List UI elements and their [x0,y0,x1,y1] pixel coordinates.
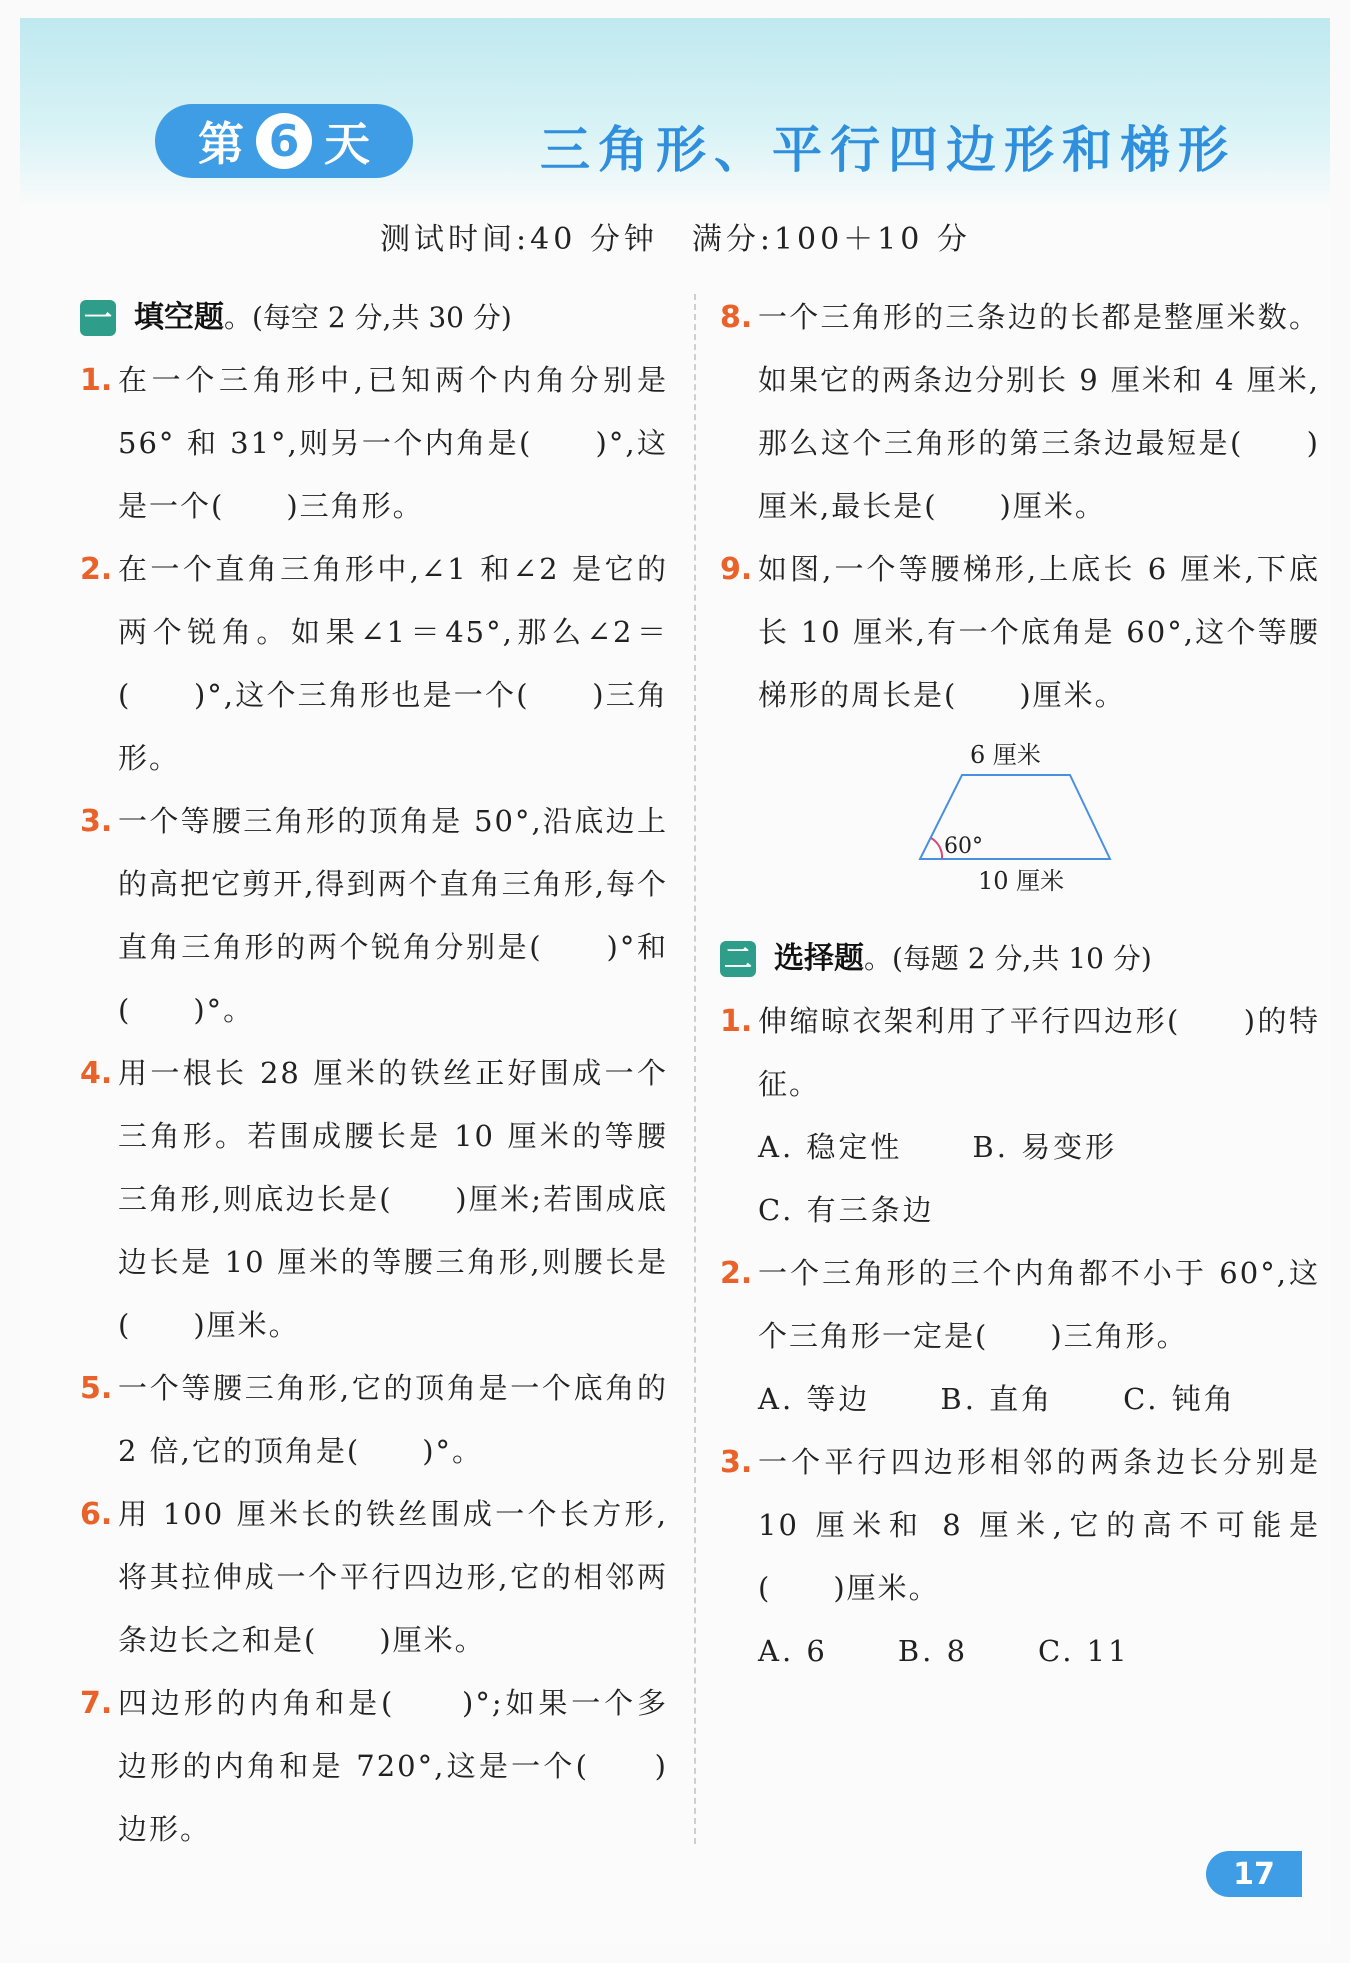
question-number: 5. [80,1371,113,1406]
option-a[interactable]: A. 6 [758,1634,828,1668]
section-name: 填空题 [134,300,224,335]
option-b[interactable]: B. 8 [897,1634,969,1668]
option-b[interactable]: B. 直角 [940,1382,1054,1416]
trapezoid-top-label: 6 厘米 [970,741,1041,769]
question-text: 用 100 厘米长的铁丝围成一个长方形,将其拉伸成一个平行四边形,它的相邻两条边长之和是( )厘米。 [118,1497,668,1657]
section-note: 。(每空 2 分,共 30 分) [224,301,512,334]
answer-options [720,1368,1320,1431]
question-number: 9. [720,552,753,587]
section-choice-header [720,927,1320,990]
question-text: 用一根长 28 厘米的铁丝正好围成一个三角形。若围成腰长是 10 厘米的等腰三角形,则底边长是( )厘米;若围成底边长是 10 厘米的等腰三角形,则腰长是( )厘米。 [118,1056,668,1342]
question-number: 3. [80,804,113,839]
left-column [80,286,668,1861]
option-c[interactable]: C. 钝角 [1123,1382,1236,1416]
question-item [80,790,668,1042]
trapezoid-figure [720,727,1320,927]
question-item [80,1042,668,1357]
option-a[interactable]: A. 等边 [758,1382,871,1416]
question-item [80,349,668,538]
question-number: 2. [80,552,113,587]
section-number-icon: 一 [80,300,116,336]
page-title: 三角形、平行四边形和梯形 [540,121,1236,179]
question-number: 8. [720,300,753,335]
question-number: 1. [720,1004,753,1039]
question-item [80,1672,668,1861]
question-number: 4. [80,1056,113,1091]
question-number: 7. [80,1686,113,1721]
angle-label: 60° [944,834,983,859]
question-text: 四边形的内角和是( )°;如果一个多边形的内角和是 720°,这是一个( )边形。 [118,1686,668,1846]
answer-options [720,1116,1320,1242]
angle-arc [931,838,942,859]
question-item [720,286,1320,538]
question-number: 6. [80,1497,113,1532]
question-text: 一个三角形的三条边的长都是整厘米数。如果它的两条边分别长 9 厘米和 4 厘米,那么这个三角形的第三条边最短是( )厘米,最长是( )厘米。 [758,300,1320,523]
question-item [720,990,1320,1116]
section-number-icon: 二 [720,941,756,977]
option-b[interactable]: B. 易变形 [972,1130,1118,1164]
question-item [80,1357,668,1483]
section-name: 选择题 [774,941,864,976]
question-text: 一个平行四边形相邻的两条边长分别是 10 厘米和 8 厘米,它的高不可能是( )厘米。 [758,1445,1320,1605]
day-number: 6 [256,113,312,169]
question-item [80,538,668,790]
question-number: 1. [80,363,113,398]
day-prefix: 第 [198,117,244,171]
test-meta: 测试时间:40 分钟 满分:100＋10 分 [380,222,971,257]
section-fill-blank-header [80,286,668,349]
question-text: 伸缩晾衣架利用了平行四边形( )的特征。 [758,1004,1320,1101]
question-text: 在一个三角形中,已知两个内角分别是 56° 和 31°,则另一个内角是( )°,这是一个( )三角形。 [118,363,668,523]
page-number: 17 [1206,1851,1302,1897]
option-c[interactable]: C. 11 [1038,1634,1130,1668]
section-note: 。(每题 2 分,共 10 分) [864,942,1152,975]
question-item [720,1431,1320,1620]
question-text: 一个三角形的三个内角都不小于 60°,这个三角形一定是( )三角形。 [758,1256,1320,1353]
question-item [80,1483,668,1672]
answer-options [720,1620,1320,1683]
column-divider [694,294,696,1844]
question-number: 3. [720,1445,753,1480]
question-text: 在一个直角三角形中,∠1 和∠2 是它的两个锐角。如果∠1＝45°,那么∠2＝( )°,这个三角形也是一个( )三角形。 [118,552,668,775]
question-text: 一个等腰三角形,它的顶角是一个底角的 2 倍,它的顶角是( )°。 [118,1371,668,1468]
worksheet-page [20,18,1330,1943]
right-column [720,286,1320,1683]
day-badge [155,104,413,178]
question-number: 2. [720,1256,753,1291]
question-text: 如图,一个等腰梯形,上底长 6 厘米,下底长 10 厘米,有一个底角是 60°,这个等腰梯形的周长是( )厘米。 [758,552,1320,712]
option-c[interactable]: C. 有三条边 [758,1193,935,1227]
question-item [720,1242,1320,1368]
trapezoid-diagram [900,737,1140,917]
day-suffix: 天 [324,117,370,171]
trapezoid-bottom-label: 10 厘米 [978,867,1065,895]
option-a[interactable]: A. 稳定性 [758,1130,903,1164]
question-item [720,538,1320,727]
question-text: 一个等腰三角形的顶角是 50°,沿底边上的高把它剪开,得到两个直角三角形,每个直角三角形的两个锐角分别是( )°和( )°。 [118,804,668,1027]
